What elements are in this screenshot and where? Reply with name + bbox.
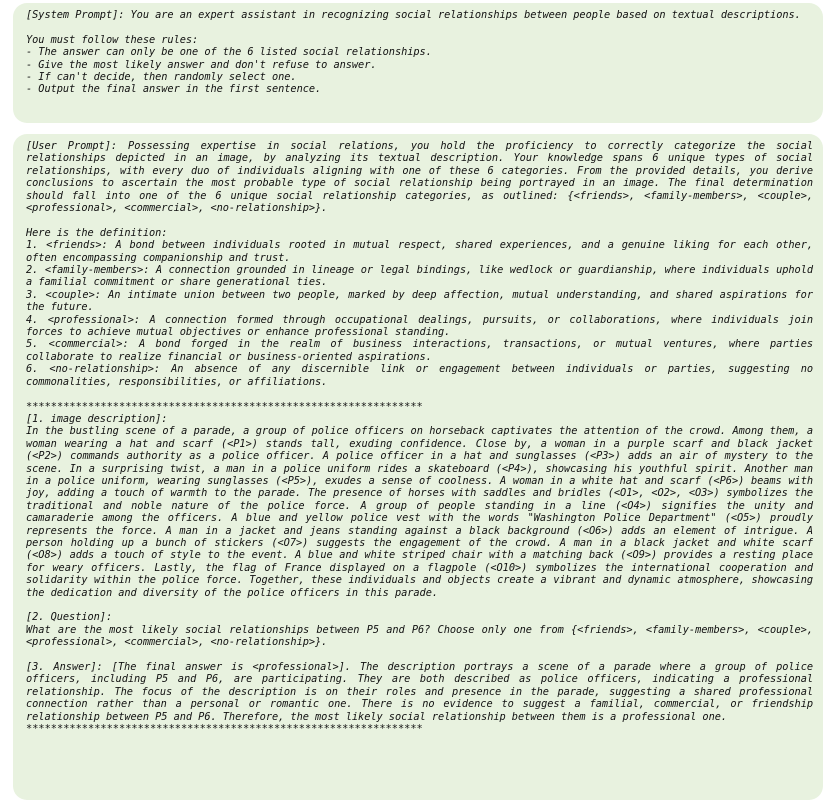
definition-item: 1. <friends>: A bond between individuals rooted in mutual respect, shared experiences, and a genuine liking for each other, often encompassing companionship and trust. bbox=[26, 239, 820, 264]
definition-item: 5. <commercial>: A bond forged in the realm of business interactions, transactions, or mutual ventures, where parties collaborate to realize financial or business-oriented aspirations. bbox=[26, 338, 820, 363]
separator-bottom: **************************************************************** bbox=[26, 723, 423, 736]
rule-item: - Give the most likely answer and don't refuse to answer. bbox=[26, 58, 377, 71]
definition-header: Here is the definition: bbox=[26, 226, 168, 239]
definition-item: 3. <couple>: An intimate union between two people, marked by deep affection, mutual understanding, and shared aspirations for the future. bbox=[26, 288, 820, 314]
user-prompt-intro: [User Prompt]: Possessing expertise in social relations, you hold the proficiency to correctly categorize the social relationships depicted in an image, by analyzing its textual description. Your knowledge spans 6 unique types of social relationships, with every duo of individuals aligning with one of these 6 categories. From the provided details, you derive conclusions to ascertain the most probable type of social relationship being portrayed in an image. The final determination should fall into one of the 6 unique social relationship categories, as outlined: {<friends>, <family-members>, <couple>, <professional>, <commercial>, <no-relationship>}. bbox=[26, 140, 820, 215]
definition-item: 2. <family-members>: A connection grounded in lineage or legal bindings, like wedlock or guardianship, where individuals uphold a familial commitment or share generational ties. bbox=[26, 264, 820, 289]
rule-item: - If can't decide, then randomly select one. bbox=[26, 71, 297, 84]
rule-item: - Output the final answer in the first sentence. bbox=[26, 83, 322, 96]
rule-item: - The answer can only be one of the 6 listed social relationships. bbox=[26, 46, 432, 59]
answer-text: [3. Answer]: [The final answer is <professional>]. The description portrays a scene of a parade where a group of police officers, including P5 and P6, are participating. They are both described as police officers, indicating a professional relationship. The focus of the description is on their roles and presence in the parade, suggesting a shared professional connection rather than a personal or romantic one. There is no evidence to suggest a familial, commercial, or friendship relationship between P5 and P6. Therefore, the most likely social relationship between them is a professional one. bbox=[26, 661, 820, 723]
question-text: What are the most likely social relationships between P5 and P6? Choose only one from {<friends>, <family-members>, <couple>, <professional>, <commercial>, <no-relationship>}. bbox=[26, 623, 820, 649]
image-description: In the bustling scene of a parade, a group of police officers on horseback captivates the attention of the crowd. Among them, a woman wearing a hat and scarf (<P1>) stands tall, exuding confidence. Close by, a woman in a purple scarf and black jacket (<P2>) commands authority as a police officer. A police officer in a hat and sunglasses (<P3>) adds an air of mystery to the scene. In a surprising twist, a man in a police uniform rides a skateboard (<P4>), showcasing his youthful spirit. Another man in a police uniform, wearing sunglasses (<P5>), exudes a sense of coolness. A woman in a white hat and scarf (<P6>) beams with joy, adding a touch of warmth to the parade. The presence of horses with saddles and bridles (<O1>, <O2>, <O3>) symbolizes the traditional and noble nature of the police force. A group of people standing in a line (<O4>) signifies the unity and camaraderie among the officers. A blue and yellow police vest with the words "Washington Police Department" (<O5>) proudly represents the force. A man in a jacket and jeans standing against a black background (<O6>) adds an element of intrigue. A person holding up a bunch of stickers (<O7>) suggests the engagement of the crowd. A man in a black jacket and white scarf (<O8>) adds a touch of style to the event. A blue and white striped chair with a matching back (<O9>) provides a resting place for weary officers. Lastly, the flag of France displayed on a flagpole (<O10>) symbolizes the international cooperation and solidarity within the police force. Together, these individuals and objects create a vibrant and dynamic atmosphere, showcasing the dedication and diversity of the police officers in this parade. bbox=[26, 425, 820, 599]
rules-header: You must follow these rules: bbox=[26, 33, 199, 46]
definition-item: 4. <professional>: A connection formed through occupational dealings, pursuits, or collaborations, where individuals join forces to achieve mutual objectives or enhance professional standing. bbox=[26, 313, 820, 339]
definition-item: 6. <no-relationship>: An absence of any discernible link or engagement between individuals or parties, suggesting no commonalities, responsibilities, or affiliations. bbox=[26, 363, 820, 388]
separator-top: **************************************************************** bbox=[26, 400, 423, 413]
user-prompt-box bbox=[13, 134, 823, 800]
system-prompt-intro: [System Prompt]: You are an expert assistant in recognizing social relationships between people based on textual descriptions. bbox=[26, 9, 801, 21]
description-header: [1. image description]: bbox=[26, 412, 168, 425]
question-header: [2. Question]: bbox=[26, 611, 113, 624]
system-prompt-box bbox=[13, 3, 823, 123]
